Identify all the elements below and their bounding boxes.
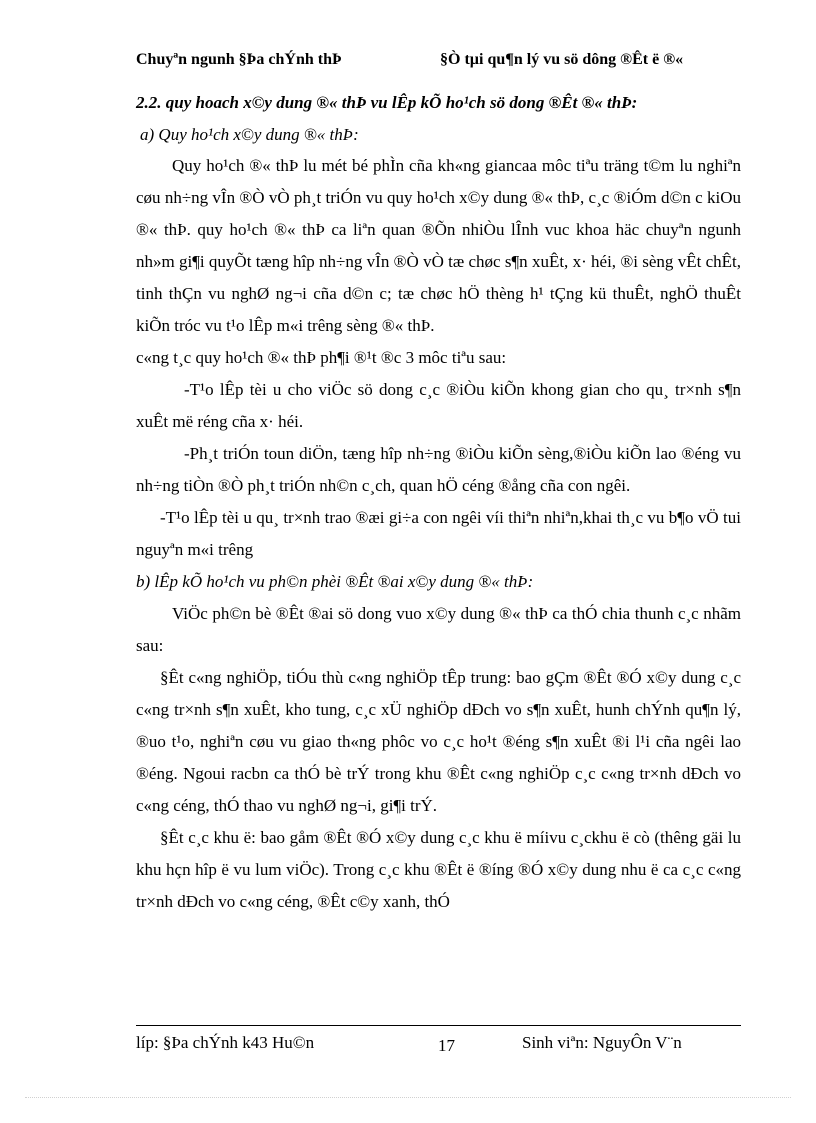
page-edge — [25, 1097, 791, 1098]
header-right: §Ò tµi qu¶n lý vu sö dông ®Êt ë ®« — [440, 51, 684, 68]
paragraph-phan-bo: ViÖc ph©n bè ®Êt ®ai sö dong vuo x©y dung ®« thÞ ca thÓ chia thunh c¸c nhãm sau: — [136, 604, 741, 655]
paragraph-dat-khu-o: §Êt c¸c khu ë: bao gåm ®Êt ®Ó x©y dung c¸c khu ë míivu c¸ckhu ë cò (thêng gäi lu khu hçn hîp ë vu lum viÖc). Trong c¸c khu ®Êt ë ®íng ®Ó x©y dung nhu ë ca c¸c c«ng tr×nh dÐch vo c«ng céng, ®Êt c©y xanh, thÓ — [136, 828, 741, 911]
subsection-b-title: b) lÊp kÕ ho¹ch vu ph©n phèi ®Êt ®ai x©y dung ®« thÞ: — [136, 572, 534, 591]
paragraph-muc-tieu-2: -Ph¸t triÓn toun diÖn, tæng hîp nh÷ng ®iÒu kiÕn sèng,®iÒu kiÕn lao ®éng vu nh÷ng tiÒn ®Ò ph¸t triÓn nh©n c¸ch, quan hÖ céng ®ång cña con ngêi. — [136, 444, 741, 495]
footer-student-label: Sinh viªn: NguyÔn V¨n — [522, 1033, 682, 1052]
section-title: 2.2. quy hoach x©y dung ®« thÞ vu lÊp kÕ ho¹ch sö dong ®Êt ®« thÞ: — [136, 93, 638, 112]
footer-class-label: líp: §Þa chÝnh k43 Hu©n — [136, 1033, 315, 1052]
paragraph-muc-tieu: c«ng t¸c quy ho¹ch ®« thÞ ph¶i ®¹t ®c 3 môc tiªu sau: — [136, 348, 507, 367]
header-left: Chuyªn ngunh §Þa chÝnh thÞ — [136, 51, 342, 68]
page-number: 17 — [438, 1036, 455, 1055]
subsection-a-title: a) Quy ho¹ch x©y dung ®« thÞ: — [140, 125, 359, 144]
body-content — [136, 150, 741, 918]
paragraph-dat-cong-nghiep: §Êt c«ng nghiÖp, tiÓu thù c«ng nghiÖp tÊp trung: bao gÇm ®Êt ®Ó x©y dung c¸c c«ng tr×nh s¶n xuÊt, kho tung, c¸c xÜ nghiÖp dÐch vo s¶n xuÊt, hunh chÝnh qu¶n lý, ®uo t¹o, nghiªn cøu vu giao th«ng phôc vo c¸c ho¹t ®éng s¶n xuÊt ®i l¹i cña ngêi lao ®éng. Ngoui racbn ca thÓ bè trÝ trong khu ®Êt c«ng nghiÖp c¸c c«ng tr×nh dÐch vo c«ng céng, thÓ thao vu nghØ ng¬i, gi¶i trÝ. — [136, 668, 741, 815]
paragraph-muc-tieu-3: -T¹o lÊp tèi u qu¸ tr×nh trao ®æi gi÷a con ngêi víi thiªn nhiªn,khai th¸c vu b¶o vÖ tui nguyªn m«i trêng — [136, 508, 741, 559]
paragraph-quy-hoach: Quy ho¹ch ®« thÞ lu mét bé phÌn cña kh«ng giancaa môc tiªu träng t©m lu nghiªn cøu nh÷ng vÎn ®Ò vÒ ph¸t triÓn vu quy ho¹ch x©y dung ®« thÞ, c¸c ®iÓm d©n c kiOu ®« thÞ. quy ho¹ch ®« thÞ ca liªn quan ®Õn nhiÒu lÎnh vuc khoa häc chuyªn ngunh nh»m gi¶i quyÕt tæng hîp nh÷ng vÎn ®Ò vÒ tæ chøc s¶n xuÊt, x· héi, ®i sèng vÊt chÊt, tinh thÇn vu nghØ ng¬i cña d©n c; tæ chøc hÖ thèng h¹ tÇng kü thuÊt, nghÖ thuÊt kiÕn tróc vu t¹o lÊp m«i trêng sèng ®« thÞ. — [136, 156, 741, 335]
paragraph-muc-tieu-1: -T¹o lÊp tèi u cho viÖc sö dong c¸c ®iÒu kiÕn khong gian cho qu¸ tr×nh s¶n xuÊt më réng cña x· héi. — [136, 380, 741, 431]
footer-divider — [136, 1025, 741, 1026]
